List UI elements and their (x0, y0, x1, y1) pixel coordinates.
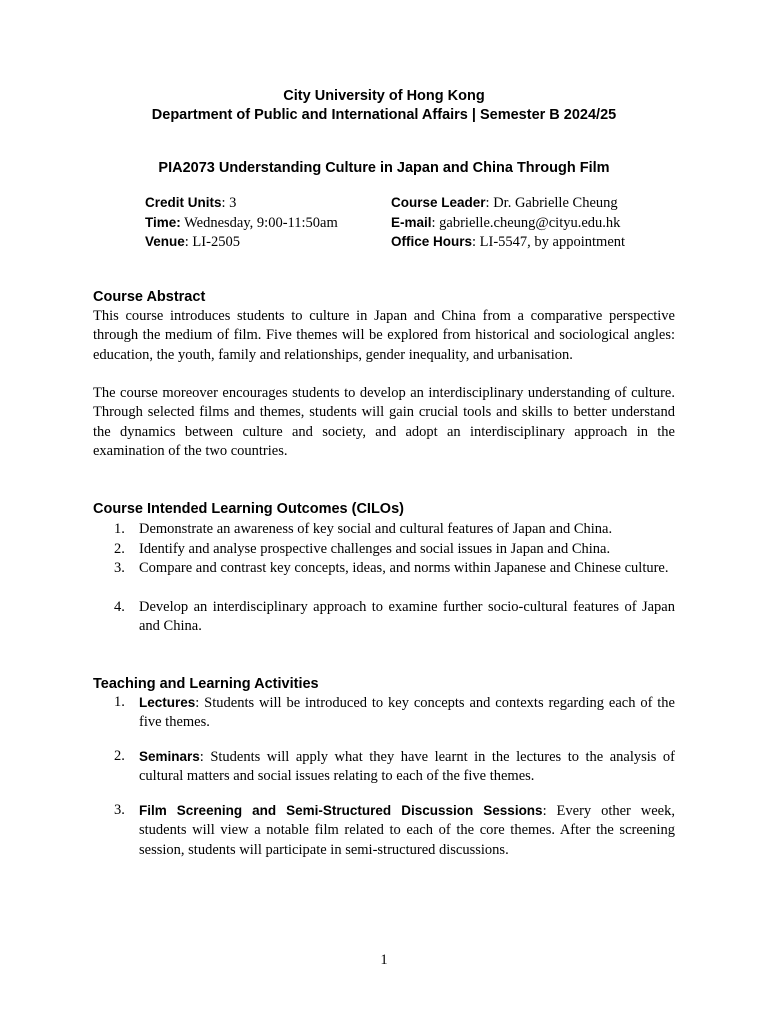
university-name: City University of Hong Kong (283, 88, 485, 104)
email (391, 213, 620, 234)
abstract-heading: Course Abstract (93, 289, 206, 305)
email-label: E-mail (391, 215, 432, 230)
credit-units (145, 193, 236, 214)
office-value: : LI-5547, by appointment (472, 234, 626, 250)
list-item: 1. Demonstrate an awareness of key social and cultural features of Japan and China. (114, 521, 613, 537)
class-time (145, 213, 338, 234)
office-label: Office Hours (391, 234, 473, 249)
activity-label: Film Screening and Semi-Structured Discussion Sessions (139, 803, 543, 818)
email-value: : gabrielle.cheung@cityu.edu.hk (431, 215, 621, 231)
leader-value: : Dr. Gabrielle Cheung (485, 195, 618, 211)
leader-label: Course Leader (391, 195, 486, 210)
venue-label: Venue (145, 234, 185, 249)
abstract-paragraph-1: This course introduces students to culture in Japan and China from a comparative perspective through the medium of film. Five themes will be explored from historical and sociological angles: education, the youth, family and relationships, gender inequality, and urbanisation. (93, 308, 675, 363)
venue (145, 232, 240, 253)
time-value: Wednesday, 9:00-11:50am (180, 215, 338, 231)
activities-heading: Teaching and Learning Activities (93, 676, 319, 692)
cilos-heading: Course Intended Learning Outcomes (CILOs) (93, 501, 404, 517)
list-item: 1. Lectures: Students will be introduced to key concepts and contexts regarding each of the five themes. (114, 694, 675, 731)
activity-label: Lectures (139, 695, 196, 710)
abstract-paragraph-2: The course moreover encourages students to develop an interdisciplinary understanding of culture. Through selected films and themes, students will gain crucial tools and skills to better understand the dynamics between culture and society, and adopt an interdisciplinary approach in the examination of the two countries. (93, 385, 675, 460)
list-item: 3. Compare and contrast key concepts, ideas, and norms within Japanese and Chinese culture. (114, 560, 669, 576)
list-item: 3. Film Screening and Semi-Structured Discussion Sessions: Every other week, students will view a notable film related to each of the core themes. After the screening session, students will participate in semi-structured discussions. (114, 802, 675, 858)
venue-value: : LI-2505 (184, 234, 240, 250)
office-hours (391, 232, 625, 253)
credit-units-label: Credit Units (145, 195, 222, 210)
list-item: 4. Develop an interdisciplinary approach to examine further socio-cultural features of Japan and China. (114, 599, 675, 635)
course-title: PIA2073 Understanding Culture in Japan and China Through Film (158, 160, 610, 176)
time-label: Time: (145, 215, 181, 230)
list-item: 2. Identify and analyse prospective challenges and social issues in Japan and China. (114, 541, 611, 557)
list-item: 2. Seminars: Students will apply what they have learnt in the lectures to the analysis of cultural matters and social issues relating to each of the five themes. (114, 748, 675, 785)
activity-label: Seminars (139, 749, 200, 764)
course-leader (391, 193, 618, 214)
department-line: Department of Public and International Affairs | Semester B 2024/25 (151, 107, 617, 123)
page-number: 1 (380, 952, 388, 968)
credit-units-value: : 3 (221, 195, 237, 211)
